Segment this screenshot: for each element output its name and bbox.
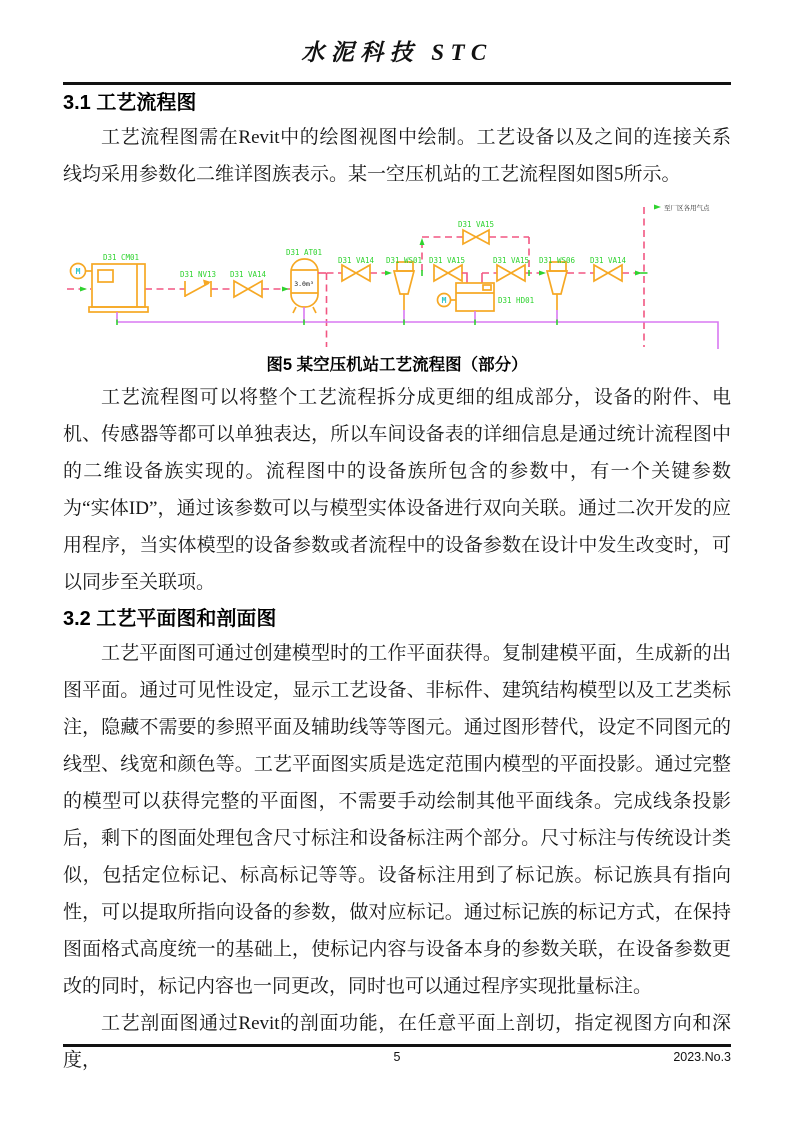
outlet-riser	[641, 203, 711, 347]
figure-caption: 图5 某空压机站工艺流程图（部分）	[266, 355, 528, 374]
air-tank-symbol	[286, 248, 326, 313]
water-separator-symbol-1	[386, 256, 422, 310]
header-rule	[63, 82, 731, 85]
flow-line-main	[327, 270, 644, 347]
equipment-label-check-valve: D31 NV13	[179, 269, 217, 279]
tank-volume-label: 3.0m³	[294, 279, 314, 288]
motor-letter: M	[75, 266, 81, 276]
drain-line	[117, 307, 718, 349]
equipment-label-bypass-valve: D31 VA15	[457, 219, 495, 229]
gate-valve-symbol-3	[429, 256, 465, 281]
gate-valve-symbol-1	[230, 270, 267, 297]
equipment-label-valve4: D31 VA15	[492, 255, 530, 265]
destination-label: 至厂区各用气点	[664, 204, 710, 212]
paragraph-3-1-b: 工艺流程图可以将整个工艺流程拆分成更细的组成部分，设备的附件、电机、传感器等都可以单独表达，所以车间设备表的详细信息是通过统计流程图中的二维设备族实现的。流程图中的设备族所包含的参数中，有一个关键参数为“实体ID”，通过该参数可以与模型实体设备进行双向关联。通过二次开发的应用程序，当实体模型的设备参数或者流程中的设备参数在设计中发生改变时，可以同步至关联项。	[63, 386, 731, 593]
equipment-label-separator1: D31 WS01	[385, 255, 423, 265]
page-number: 5	[393, 1049, 401, 1064]
gate-valve-symbol-4	[493, 256, 529, 281]
equipment-label-separator2: D31 WS06	[538, 255, 576, 265]
paragraph-3-2-a: 工艺平面图可通过创建模型时的工作平面获得。复制建模平面，生成新的出图平面。通过可见性设定，显示工艺设备、非标件、建筑结构模型以及工艺类标注，隐藏不需要的参照平面及辅助线等等图元。通过图形替代，设定不同图元的线型、线宽和颜色等。工艺平面图实质是选定范围内模型的平面投影。通过完整的模型可以获得完整的平面图，不需要手动绘制其他平面线条。完成线条投影后，剩下的图面处理包含尺寸标注和设备标注两个部分。尺寸标注与传统设计类似，包括定位标记、标高标记等等。设备标注用到了标记族。标记族具有指向性，可以提取所指向设备的参数，做对应标记。通过标记族的标记方式，在保持图面格式高度统一的基础上，使标记内容与设备本身的参数关联，在设备参数更改的同时，标记内容也一同更改，同时也可以通过程序实现批量标注。	[63, 642, 731, 997]
motor-letter: M	[441, 295, 447, 305]
page-footer	[63, 1044, 731, 1067]
equipment-label-dryer: D31 HD01	[498, 295, 535, 305]
gate-valve-symbol-2	[338, 256, 375, 281]
equipment-label-valve5: D31 VA14	[589, 255, 627, 265]
equipment-label-valve3: D31 VA15	[428, 255, 466, 265]
process-flow-diagram	[63, 197, 731, 352]
equipment-label-valve2: D31 VA14	[337, 255, 375, 265]
equipment-label-tank: D31 AT01	[285, 247, 323, 257]
flow-line-inlet	[67, 286, 290, 291]
gate-valve-symbol-5	[590, 256, 627, 281]
bypass-line	[420, 220, 530, 276]
issue-label: 2023.No.3	[673, 1049, 731, 1064]
journal-title: 水泥科技 STC	[301, 40, 493, 65]
figure-5	[63, 197, 731, 377]
equipment-label-valve1: D31 VA14	[229, 269, 267, 279]
section-heading-3-2: 3.2 工艺平面图和剖面图	[63, 607, 277, 630]
paragraph-3-2-b: 工艺剖面图通过Revit的剖面功能，在任意平面上剖切，指定视图方向和深度，	[63, 1012, 731, 1071]
water-separator-symbol-2	[539, 256, 576, 310]
equipment-label-compressor: D31 CM01	[102, 252, 140, 262]
paragraph-3-1-a: 工艺流程图需在Revit中的绘图视图中绘制。工艺设备以及之间的连接关系线均采用参数化二维详图族表示。某一空压机站的工艺流程图如图5所示。	[63, 126, 731, 185]
section-heading-3-1: 3.1 工艺流程图	[63, 91, 197, 114]
page-content	[63, 36, 731, 1079]
compressor-symbol	[71, 253, 149, 312]
check-valve-symbol	[180, 270, 216, 297]
